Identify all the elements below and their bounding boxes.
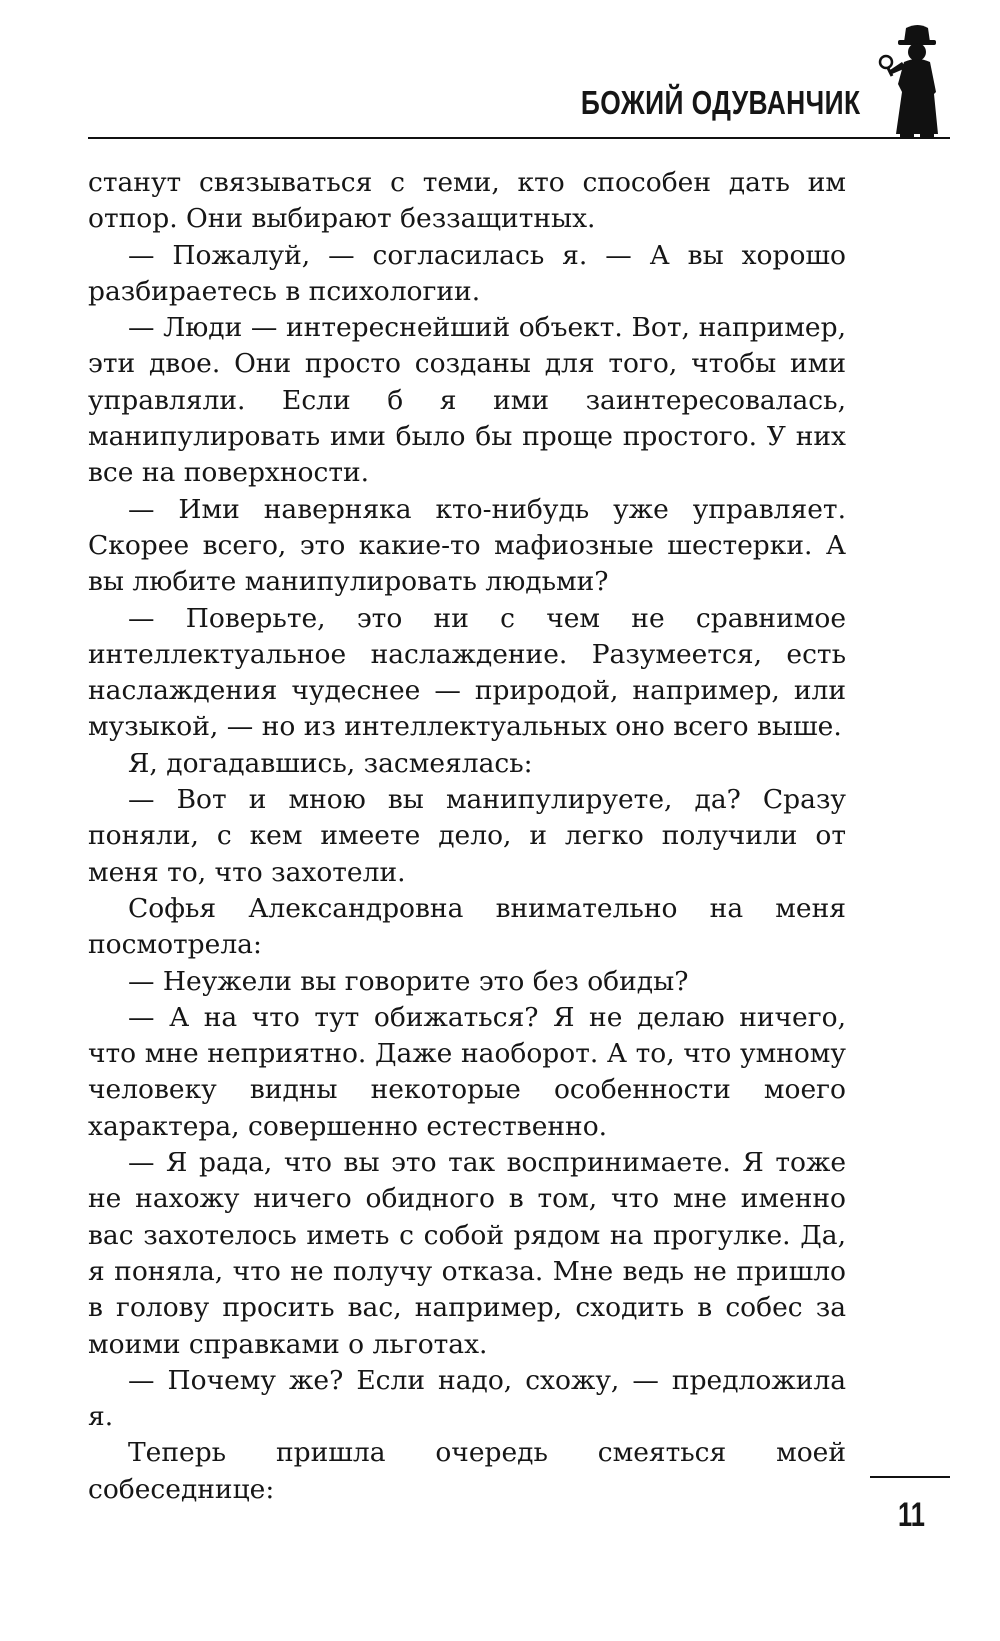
paragraph: — Пожалуй, — согласилась я. — А вы хорошо разбираетесь в психологии.	[88, 239, 846, 307]
paragraph: — Неужели вы говорите это без обиды?	[128, 965, 689, 997]
paragraph: — Люди — интереснейший объект. Вот, например, эти двое. Они просто созданы для того, чтобы ими управляли. Если б я ими заинтересовалась, манипулировать ими было бы проще простого. У них все на поверхности.	[88, 312, 846, 489]
footer-divider	[870, 1476, 950, 1478]
paragraph: Софья Александровна внимательно на меня посмотрела:	[88, 892, 846, 961]
header-divider	[88, 137, 950, 139]
body-text	[88, 165, 846, 1508]
paragraph: — Поверьте, это ни с чем не сравнимое интеллектуальное наслаждение. Разумеется, есть наслаждения чудеснее — природой, например, или музыкой, — но из интеллектуальных оно всего выше.	[88, 602, 846, 743]
paragraph: — Вот и мною вы манипулируете, да? Сразу поняли, с кем имеете дело, и легко получили от меня то, что захотели.	[88, 784, 846, 888]
running-title: БОЖИЙ ОДУВАНЧИК	[580, 84, 860, 121]
paragraph: станут связываться с теми, кто способен дать им отпор. Они выбирают беззащитных.	[88, 167, 846, 235]
page-number: 11	[898, 1496, 925, 1534]
paragraph: — Ими наверняка кто-нибудь уже управляет. Скорее всего, это какие-то мафиозные шестерки. А вы любите манипулировать людьми?	[88, 493, 846, 598]
paragraph: — Почему же? Если надо, схожу, — предложила я.	[88, 1364, 846, 1433]
paragraph: Теперь пришла очередь смеяться моей собеседнице:	[88, 1437, 846, 1505]
detective-silhouette-icon	[876, 22, 956, 142]
paragraph: — Я рада, что вы это так воспринимаете. Я тоже не нахожу ничего обидного в том, что мне именно вас захотелось иметь с собой рядом на прогулке. Да, я поняла, что не получу отказа. Мне ведь не пришло в голову просить вас, например, сходить в собес за моими справками о льготах.	[88, 1147, 846, 1360]
paragraph: — А на что тут обижаться? Я не делаю ничего, что мне неприятно. Даже наоборот. А то, что умному человеку видны некоторые особенности моего характера, совершенно естественно.	[88, 1001, 846, 1142]
paragraph: Я, догадавшись, засмеялась:	[128, 747, 533, 779]
